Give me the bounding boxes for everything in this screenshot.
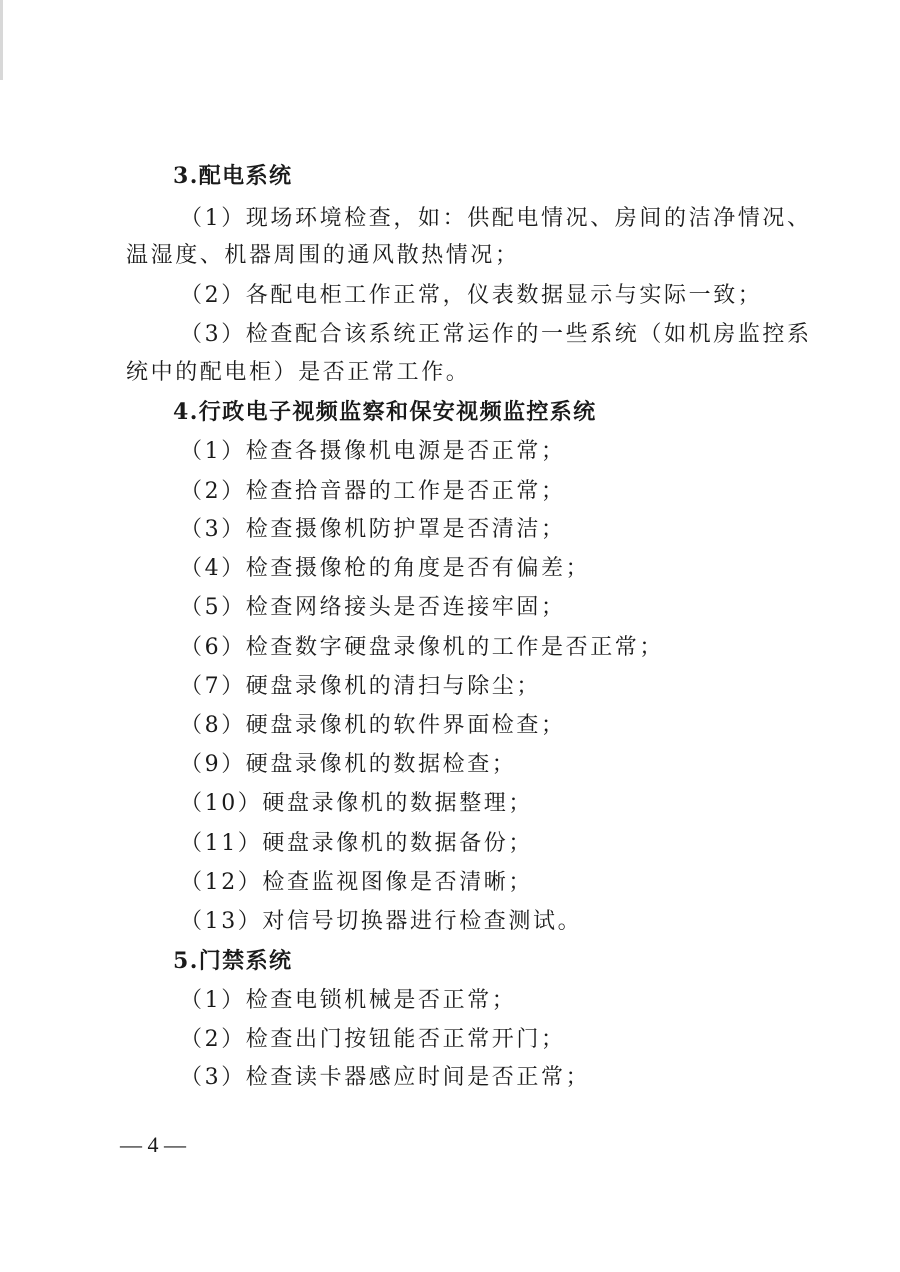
power-item-3-line-2: 统中的配电柜）是否正常工作。 [126, 360, 471, 385]
video-item-11: （11）硬盘录像机的数据备份； [180, 831, 533, 856]
video-item-1: （1）检查各摄像机电源是否正常； [180, 439, 566, 464]
power-item-2: （2）各配电柜工作正常，仪表数据显示与实际一致； [180, 283, 763, 308]
section-heading-access: 5.门禁系统 [173, 948, 293, 974]
video-item-7: （7）硬盘录像机的清扫与除尘； [180, 674, 541, 699]
video-item-10: （10）硬盘录像机的数据整理； [180, 791, 533, 816]
access-item-2: （2）检查出门按钮能否正常开门； [180, 1027, 566, 1052]
video-item-9: （9）硬盘录像机的数据检查； [180, 752, 517, 777]
video-item-4: （4）检查摄像枪的角度是否有偏差； [180, 556, 591, 581]
video-item-13: （13）对信号切换器进行检查测试。 [180, 909, 583, 934]
video-item-6: （6）检查数字硬盘录像机的工作是否正常； [180, 635, 664, 660]
power-item-1-line-1: （1）现场环境检查，如：供配电情况、房间的洁净情况、 [180, 206, 812, 231]
video-item-5: （5）检查网络接头是否连接牢固； [180, 595, 566, 620]
video-item-12: （12）检查监视图像是否清晰； [180, 870, 533, 895]
access-item-3: （3）检查读卡器感应时间是否正常； [180, 1065, 591, 1090]
access-item-1: （1）检查电锁机械是否正常； [180, 988, 517, 1013]
page-number: — 4 — [120, 1132, 186, 1157]
section-heading-video: 4.行政电子视频监察和保安视频监控系统 [173, 399, 597, 425]
scan-edge [0, 0, 3, 80]
video-item-3: （3）检查摄像机防护罩是否清洁； [180, 517, 566, 542]
video-item-8: （8）硬盘录像机的软件界面检查； [180, 713, 566, 738]
power-item-1-line-2: 温湿度、机器周围的通风散热情况； [126, 243, 520, 268]
section-heading-power: 3.配电系统 [173, 163, 293, 189]
power-item-3-line-1: （3）检查配合该系统正常运作的一些系统（如机房监控系 [180, 322, 812, 347]
video-item-2: （2）检查拾音器的工作是否正常； [180, 479, 566, 504]
